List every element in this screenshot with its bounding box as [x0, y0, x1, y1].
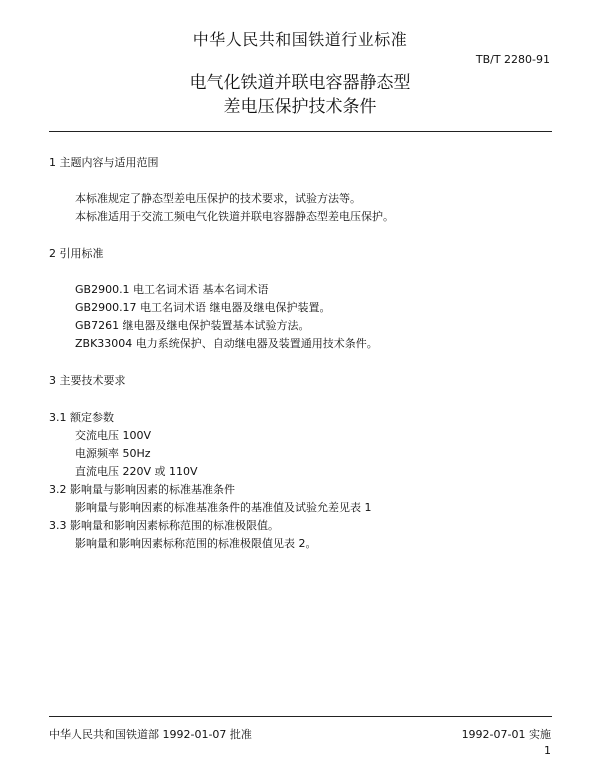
reference-item: GB2900.17 电工名词术语 继电器及继电保护装置。 [75, 301, 331, 314]
standard-code: TB/T 2280-91 [475, 53, 550, 66]
reference-item: GB7261 继电器及继电保护装置基本试验方法。 [75, 319, 310, 332]
section-1-paragraph-2: 本标准适用于交流工频电气化铁道并联电容器静态型差电压保护。 [75, 210, 394, 223]
subsection-3-1-heading: 3.1 额定参数 [49, 411, 114, 424]
rated-parameter: 交流电压 100V [75, 429, 152, 442]
subsection-3-2-text: 影响量与影响因素的标准基准条件的基准值及试验允差见表 1 [75, 501, 372, 514]
section-1-paragraph-1: 本标准规定了静态型差电压保护的技术要求，试验方法等。 [75, 192, 361, 205]
section-3-heading: 3 主要技术要求 [49, 374, 126, 387]
rated-parameter: 电源频率 50Hz [75, 447, 151, 460]
page-number: 1 [544, 744, 551, 757]
footer-rule [49, 716, 552, 717]
reference-item: ZBK33004 电力系统保护、自动继电器及装置通用技术条件。 [75, 337, 378, 350]
subsection-3-2-heading: 3.2 影响量与影响因素的标准基准条件 [49, 483, 235, 496]
approval-line: 中华人民共和国铁道部 1992-01-07 批准 [49, 728, 252, 741]
header-rule [49, 131, 552, 132]
section-1-heading: 1 主题内容与适用范围 [49, 156, 159, 169]
rated-parameter: 直流电压 220V 或 110V [75, 465, 198, 478]
issuing-organization: 中华人民共和国铁道行业标准 [192, 30, 408, 49]
section-2-heading: 2 引用标准 [49, 247, 104, 260]
effective-date: 1992-07-01 实施 [461, 728, 551, 741]
subsection-3-3-text: 影响量和影响因素标称范围的标准极限值见表 2。 [75, 537, 317, 550]
document-title-line-2: 差电压保护技术条件 [223, 97, 377, 117]
subsection-3-3-heading: 3.3 影响量和影响因素标称范围的标准极限值。 [49, 519, 279, 532]
reference-item: GB2900.1 电工名词术语 基本名词术语 [75, 283, 269, 296]
document-title-line-1: 电气化铁道并联电容器静态型 [189, 73, 411, 93]
